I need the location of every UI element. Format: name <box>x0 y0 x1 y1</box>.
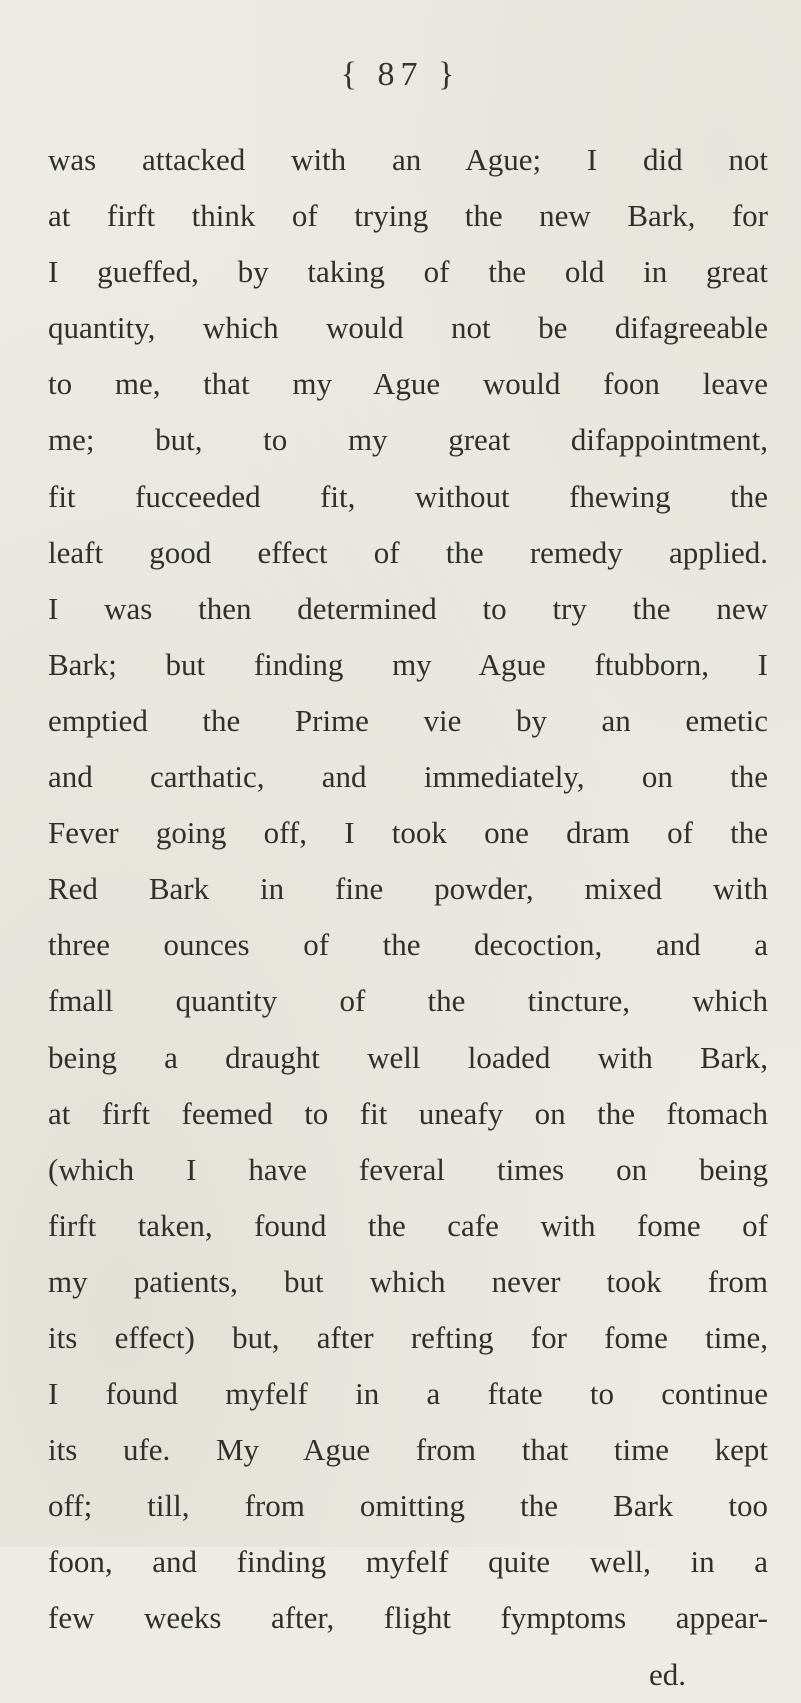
text-line: being a draught well loaded with Bark, <box>48 1039 768 1075</box>
text-line: at firft think of trying the new Bark, for <box>48 198 768 234</box>
text-line: ed. <box>648 1656 686 1692</box>
text-line: at firft feemed to fit uneafy on the ftomach <box>48 1095 768 1131</box>
text-line: emptied the Prime vie by an emetic <box>48 702 768 738</box>
text-line: off; till, from omitting the Bark too <box>48 1488 768 1524</box>
text-line: my patients, but which never took from <box>48 1263 768 1299</box>
text-line: leaft good effect of the remedy applied. <box>48 534 768 570</box>
text-line: Bark; but finding my Ague ftubborn, I <box>48 646 768 682</box>
text-line: firft taken, found the cafe with fome of <box>48 1207 768 1243</box>
text-line: I gueffed, by taking of the old in great <box>48 254 768 290</box>
text-line: to me, that my Ague would foon leave <box>48 366 768 402</box>
text-line: few weeks after, flight fymptoms appear- <box>48 1600 768 1636</box>
text-line: me; but, to my great difappointment, <box>48 422 768 458</box>
body-text <box>48 132 768 1703</box>
page-number: { 87 } <box>340 56 461 93</box>
text-line: I was then determined to try the new <box>48 590 768 626</box>
text-line: fmall quantity of the tincture, which <box>48 983 768 1019</box>
text-line: was attacked with an Ague; I did not <box>48 142 768 177</box>
text-line: its ufe. My Ague from that time kept <box>48 1432 768 1468</box>
text-line: foon, and finding myfelf quite well, in a <box>48 1544 768 1580</box>
text-line: Fever going off, I took one dram of the <box>48 815 768 851</box>
text-line: Red Bark in fine powder, mixed with <box>48 871 768 907</box>
text-line: I found myfelf in a ftate to continue <box>48 1376 768 1412</box>
text-line: and carthatic, and immediately, on the <box>48 759 768 795</box>
text-line: its effect) but, after refting for fome time, <box>48 1319 768 1355</box>
text-line: (which I have feveral times on being <box>48 1151 768 1187</box>
text-line: quantity, which would not be difagreeable <box>48 310 768 346</box>
text-line: three ounces of the decoction, and a <box>48 927 768 963</box>
text-line: fit fucceeded fit, without fhewing the <box>48 478 768 514</box>
